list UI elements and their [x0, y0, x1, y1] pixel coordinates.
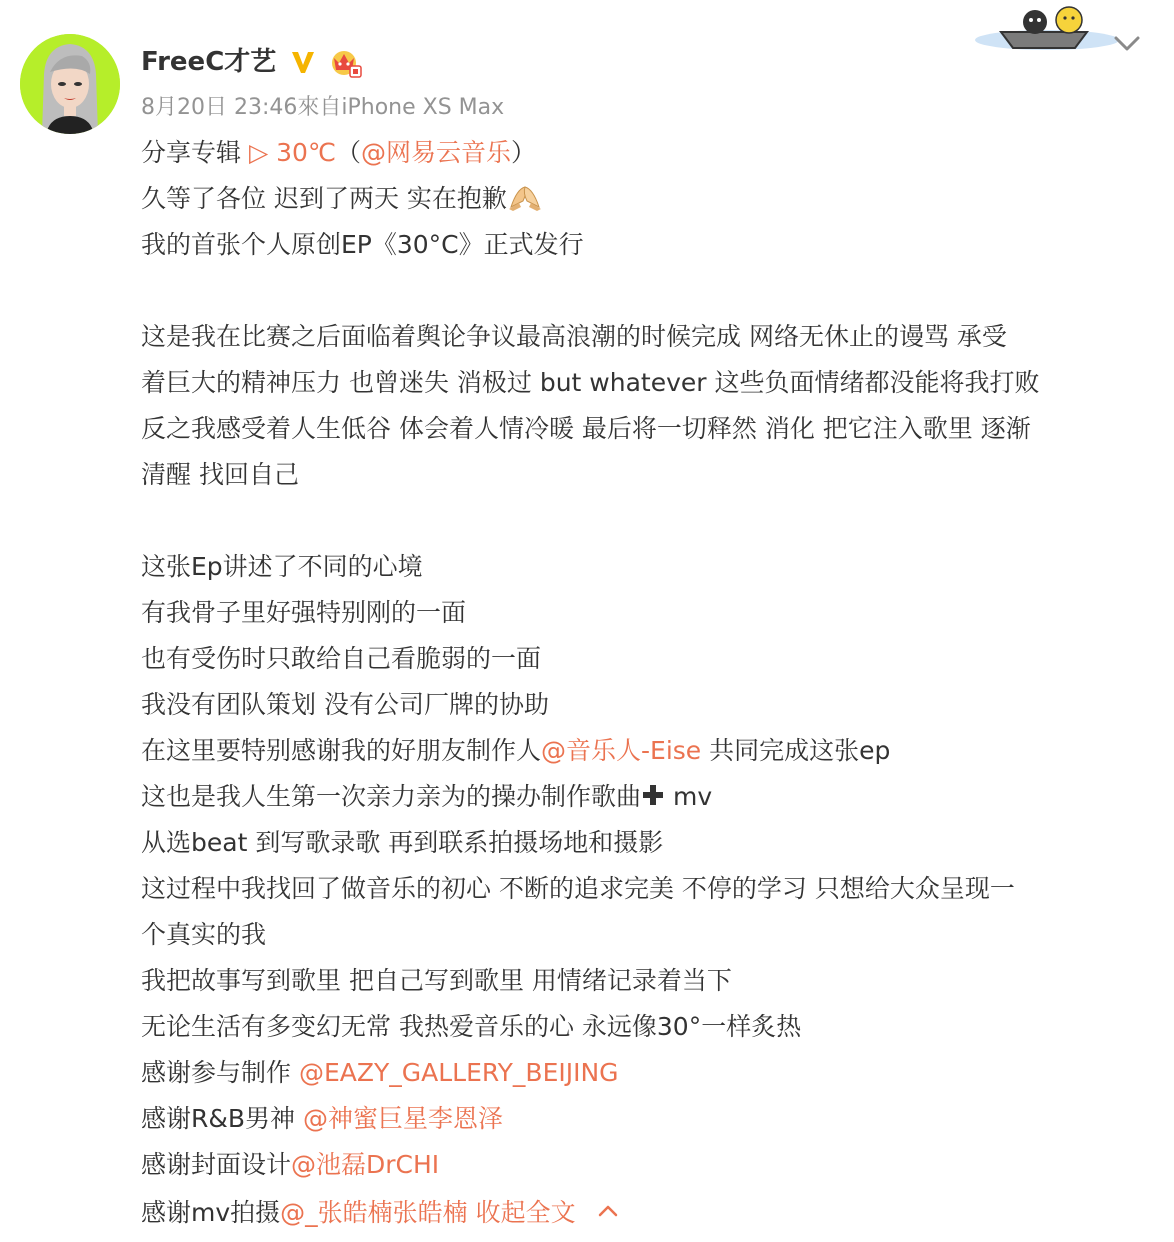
post-text: 久等了各位 迟到了两天 实在抱歉 [141, 184, 507, 213]
post-text: 这过程中我找回了做音乐的初心 不断的追求完美 不停的学习 只想给大众呈现一 [141, 874, 1015, 903]
post-text: 我没有团队策划 没有公司厂牌的协助 [141, 690, 549, 719]
post-text: （ [336, 138, 362, 167]
post-line [141, 1188, 1151, 1234]
post-text: 个真实的我 [141, 920, 267, 949]
post-line [141, 820, 1151, 866]
plus-icon [641, 776, 665, 800]
post-text: 这张Ep讲述了不同的心境 [141, 552, 423, 581]
post-text [468, 1198, 476, 1227]
post-text: 无论生活有多变幻无常 我热爱音乐的心 永远像30°一样炙热 [141, 1012, 802, 1041]
crown-badge-icon[interactable] [328, 46, 362, 78]
post-line [141, 774, 1151, 820]
post-text: 也有受伤时只敢给自己看脆弱的一面 [141, 644, 542, 673]
user-name[interactable]: FreeC才艺 [141, 47, 277, 77]
mention-link[interactable]: @神蜜巨星李恩泽 [302, 1104, 503, 1133]
more-options-chevron-icon[interactable] [1112, 32, 1142, 56]
post-text: 感谢mv拍摄 [141, 1198, 281, 1227]
collapse-chevron-icon[interactable] [596, 1188, 620, 1204]
post-text: 我把故事写到歌里 把自己写到歌里 用情绪记录着当下 [141, 966, 732, 995]
mention-link[interactable]: @池磊DrCHI [291, 1150, 440, 1179]
post-line [141, 590, 1151, 636]
boat-decoration-icon [975, 0, 1125, 56]
post-timestamp-source: 8月20日 23:46來自iPhone XS Max [141, 95, 505, 120]
post-text: ） [511, 138, 537, 167]
post-line [141, 452, 1151, 498]
post-line [141, 544, 1151, 590]
post-line [141, 958, 1151, 1004]
post-text: 这也是我人生第一次亲力亲为的操办制作歌曲 [141, 782, 642, 811]
mention-link[interactable]: @_张皓楠张皓楠 [280, 1198, 468, 1227]
post-text: 共同完成这张ep [701, 736, 891, 765]
mention-link[interactable]: @EAZY_GALLERY_BEIJING [298, 1058, 619, 1087]
post-line [141, 314, 1151, 360]
post-text: 我的首张个人原创EP《30°C》正式发行 [141, 230, 584, 259]
post-line [141, 1142, 1151, 1188]
post-text: 感谢封面设计 [141, 1150, 292, 1179]
post-line [141, 1096, 1151, 1142]
post-line [141, 682, 1151, 728]
post-text: 从选beat 到写歌录歌 再到联系拍摄场地和摄影 [141, 828, 664, 857]
post-line [141, 636, 1151, 682]
post-text: 在这里要特别感谢我的好朋友制作人 [141, 736, 542, 765]
mention-link[interactable]: @网易云音乐 [361, 138, 512, 167]
mention-link[interactable]: ▷ 30℃ [248, 138, 337, 167]
user-avatar[interactable] [20, 34, 120, 134]
post-text: 分享专辑 [141, 138, 249, 167]
post-line [141, 406, 1151, 452]
blank-line [141, 268, 1151, 314]
mention-link[interactable]: @音乐人-Eise [541, 736, 702, 765]
post-line [141, 1004, 1151, 1050]
post-text: 感谢参与制作 [141, 1058, 299, 1087]
post-text: 有我骨子里好强特别刚的一面 [141, 598, 467, 627]
post-text: 清醒 找回自己 [141, 460, 299, 489]
post-text: 反之我感受着人生低谷 体会着人情冷暖 最后将一切释然 消化 把它注入歌里 逐渐 [141, 414, 1031, 443]
post-line [141, 912, 1151, 958]
verified-v-icon [289, 48, 317, 76]
post-line [141, 176, 1151, 222]
post-text: 这是我在比赛之后面临着舆论争议最高浪潮的时候完成 网络无休止的谩骂 承受 [141, 322, 1007, 351]
post-line [141, 360, 1151, 406]
avatar-portrait-icon [20, 34, 120, 134]
post-text: 着巨大的精神压力 也曾迷失 消极过 but whatever 这些负面情绪都没能将我打败 [141, 368, 1040, 397]
post-line [141, 866, 1151, 912]
post-line [141, 222, 1151, 268]
post-line [141, 130, 1151, 176]
blank-line [141, 498, 1151, 544]
post-body [141, 130, 1151, 1234]
post-line [141, 728, 1151, 774]
post-text: mv [665, 782, 713, 811]
praying-hands-emoji [507, 180, 543, 208]
post-text: 感谢R&B男神 [141, 1104, 303, 1133]
post-line [141, 1050, 1151, 1096]
collapse-full-text-link[interactable]: 收起全文 [475, 1198, 576, 1227]
